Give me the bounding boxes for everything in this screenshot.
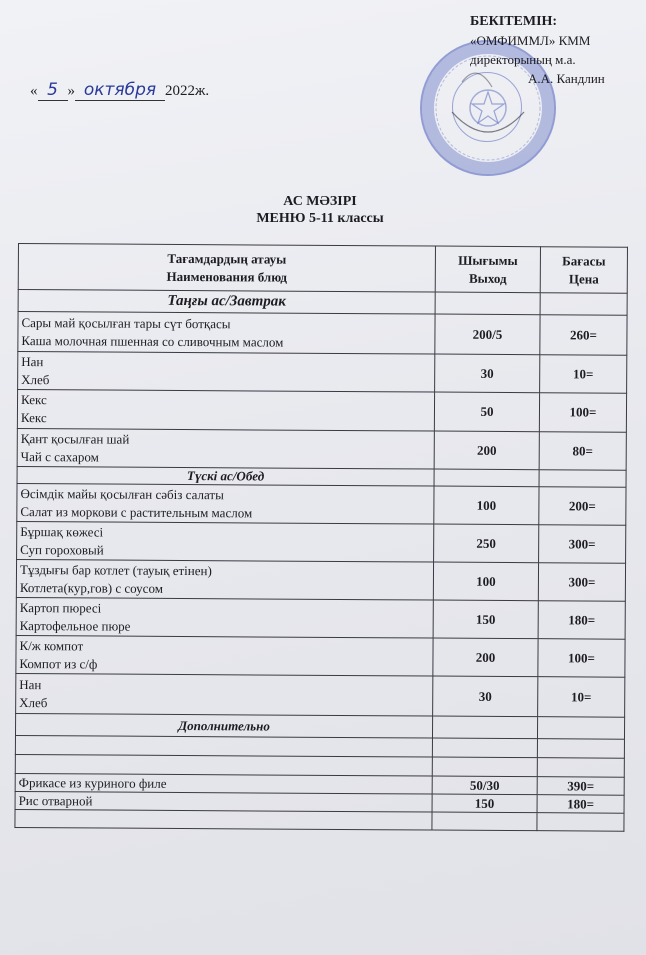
dish-name: Өсімдік майы қосылған сәбіз салаты Салат из моркови с растительным маслом: [17, 483, 434, 524]
dish-output: 200: [433, 638, 538, 677]
dish-price: 180=: [538, 601, 625, 640]
table-row: [16, 635, 625, 677]
dish-name: Тұздығы бар котлет (тауық етінен) Котлета(кур,гов) с соусом: [16, 559, 433, 600]
menu-title-ru: МЕНЮ 5-11 классы: [256, 211, 384, 226]
table-header-row: [18, 244, 627, 294]
menu-heading: [220, 193, 420, 227]
dish-output: 50/30: [432, 776, 537, 795]
dish-price: 300=: [538, 563, 625, 602]
dish-name: Қант қосылған шай Чай с сахаром: [17, 428, 434, 469]
dish-name: Картоп пюресі Картофельное пюре: [16, 597, 433, 638]
dish-output: 250: [434, 524, 539, 563]
dish-output: 150: [432, 794, 537, 813]
table-row: [17, 390, 626, 433]
dish-name: Сары май қосылған тары сүт ботқасы Каша молочная пшенная со сливочным маслом: [18, 312, 435, 355]
dish-name: Нан Хлеб: [18, 352, 435, 393]
dish-output: 50: [434, 392, 539, 432]
table-row: [16, 559, 625, 601]
table-row: [18, 312, 627, 356]
dish-name: Кекс Кекс: [17, 390, 434, 432]
dish-price: 80=: [539, 432, 626, 471]
header-dish-name: Тағамдардың атауы Наименования блюд: [18, 244, 435, 293]
table-row: [16, 673, 625, 717]
header-output: Шығымы Выход: [435, 246, 540, 293]
table-row: [17, 483, 626, 525]
dish-name: Нан Хлеб: [16, 673, 433, 716]
date-close-quote: »: [67, 83, 75, 99]
table-row: [16, 597, 625, 639]
dish-output: 30: [433, 676, 538, 717]
section-label-breakfast: Таңғы ас/Завтрак: [18, 290, 435, 315]
dish-price: 10=: [540, 355, 627, 394]
dish-output: 100: [433, 562, 538, 601]
table-row-empty: [15, 809, 624, 831]
dish-price: 10=: [538, 677, 625, 718]
document-date: [30, 80, 209, 101]
approval-title: БЕКІТЕМІН:: [470, 14, 558, 29]
menu-table: [14, 243, 628, 832]
dish-name: Бұршақ көжесі Суп гороховый: [17, 521, 434, 562]
menu-title-kz: АС МӘЗІРІ: [283, 194, 357, 209]
dish-price: 260=: [540, 315, 627, 356]
dish-output: 30: [435, 354, 540, 393]
approval-position: директорының м.а.: [470, 52, 576, 67]
table-row: [17, 521, 626, 563]
date-open-quote: «: [30, 83, 38, 99]
dish-price: 300=: [539, 525, 626, 564]
table-row: [18, 352, 627, 394]
section-label-lunch: Түскі ас/Обед: [17, 466, 434, 486]
dish-name: Фрикасе из куриного филе: [15, 773, 432, 794]
header-price: Бағасы Цена: [540, 247, 627, 294]
dish-output: 200/5: [435, 314, 540, 355]
dish-output: 200: [434, 431, 539, 470]
dish-price: 390=: [537, 777, 624, 796]
dish-output: 100: [434, 486, 539, 525]
dish-price: 100=: [539, 393, 626, 433]
table-row: [17, 428, 626, 470]
date-month: октября: [83, 80, 157, 100]
approval-organization: «ОМФИММЛ» КММ: [470, 33, 591, 48]
dish-name: Рис отварной: [15, 791, 432, 812]
approval-signatory: А.А. Кандлин: [528, 71, 605, 86]
date-day: 5: [47, 80, 58, 100]
dish-output: 150: [433, 600, 538, 639]
dish-name: К/ж компот Компот из с/ф: [16, 635, 433, 676]
section-label-extra: Дополнительно: [15, 713, 432, 738]
dish-price: 100=: [538, 639, 625, 678]
date-year: 2022ж.: [165, 83, 210, 99]
dish-price: 180=: [537, 795, 624, 814]
approval-block: [470, 12, 640, 88]
dish-price: 200=: [539, 487, 626, 526]
